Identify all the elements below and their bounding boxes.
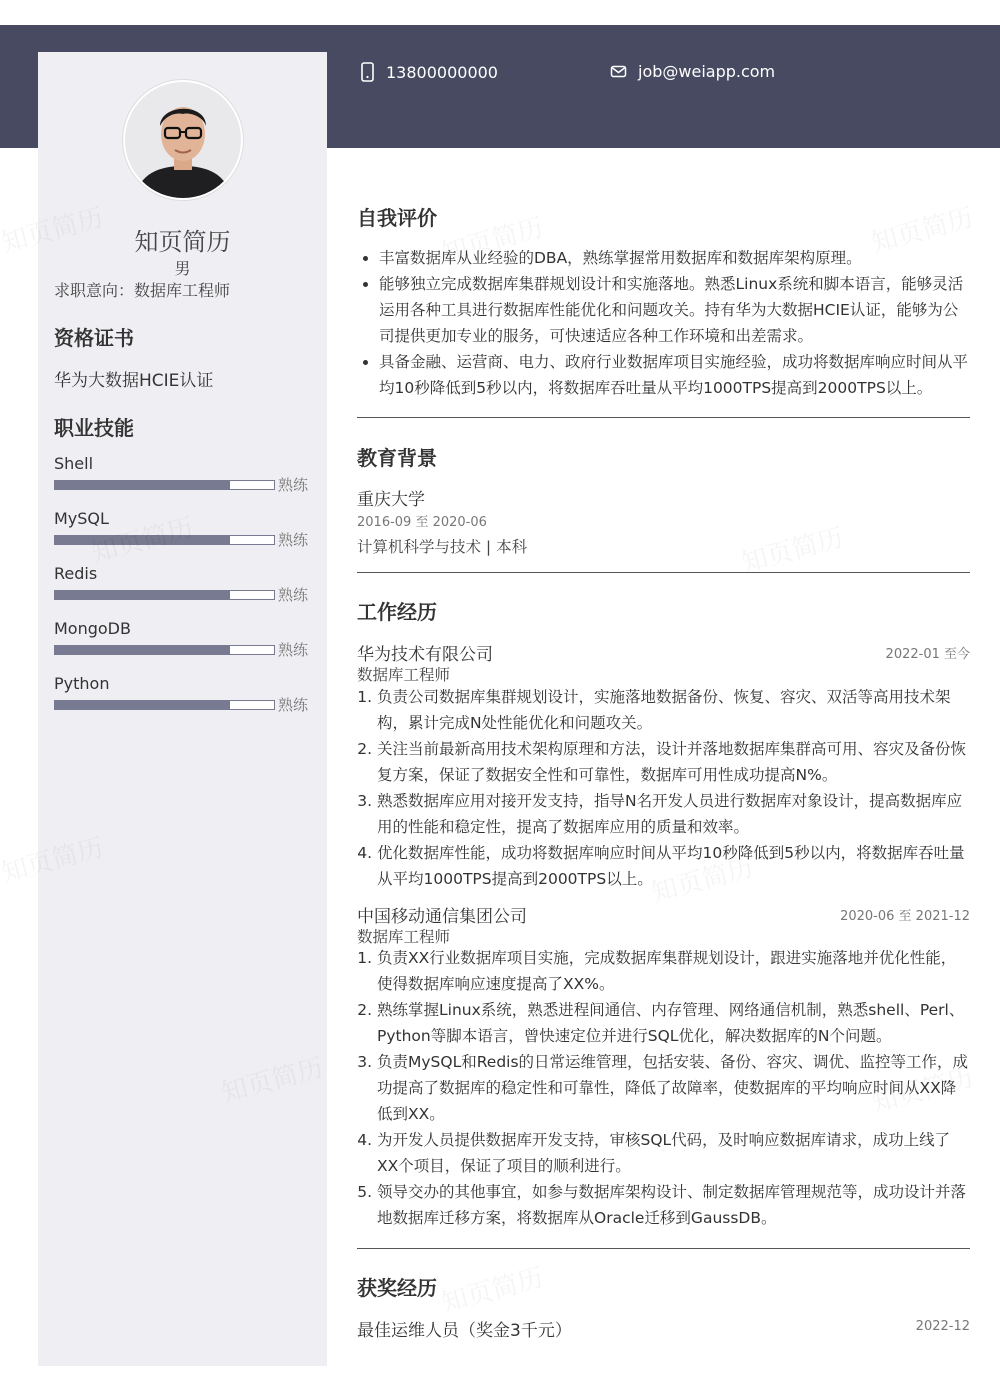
job-role: 数据库工程师 (357, 666, 451, 684)
list-item: 4. 优化数据库性能，成功将数据库响应时间从平均10秒降低到5秒以内，将数据库吞吐量从平均1000TPS提高到2000TPS以上。 (377, 840, 970, 892)
cert-heading: 资格证书 (54, 326, 134, 350)
job-role: 数据库工程师 (357, 928, 451, 946)
company-name: 中国移动通信集团公司 (357, 907, 527, 927)
phone-number: 13800000000 (386, 62, 498, 82)
self-eval-heading: 自我评价 (357, 206, 437, 230)
skill-level: 熟练 (278, 531, 309, 549)
skill-bar (54, 645, 275, 655)
skill-name: Redis (54, 564, 98, 583)
self-eval-list (357, 245, 970, 401)
list-item: 3. 负责MySQL和Redis的日常运维管理，包括安装、备份、容灾、调优、监控等工作，成功提高了数据库的稳定性和可靠性，降低了故障率，使数据库的平均响应时间从XX降低到XX。 (377, 1049, 970, 1127)
award-date: 2022-12 (915, 1319, 970, 1334)
awards-heading: 获奖经历 (357, 1276, 437, 1300)
company-name: 华为技术有限公司 (357, 645, 493, 665)
job-duties (357, 945, 970, 1231)
skill-name: MongoDB (54, 619, 131, 638)
skill-bar-fill (55, 536, 230, 544)
skill-name: Python (54, 674, 110, 693)
skill-bar-fill (55, 481, 230, 489)
work-heading: 工作经历 (357, 600, 437, 624)
skill-level: 熟练 (278, 641, 309, 659)
avatar (123, 80, 243, 200)
skill-item (54, 674, 314, 724)
list-item: 3. 熟悉数据库应用对接开发支持，指导N名开发人员进行数据库对象设计，提高数据库应用的性能和稳定性，提高了数据库应用的质量和效率。 (377, 788, 970, 840)
school-name: 重庆大学 (357, 490, 425, 510)
list-item: 2. 关注当前最新高用技术架构原理和方法，设计并落地数据库集群高可用、容灾及备份恢复方案，保证了数据安全性和可靠性，数据库可用性成功提高N%。 (377, 736, 970, 788)
skill-bar-fill (55, 646, 230, 654)
skills-heading: 职业技能 (54, 416, 134, 440)
skill-bar-fill (55, 701, 230, 709)
candidate-gender: 男 (174, 259, 191, 278)
list-item: • 能够独立完成数据库集群规划设计和实施落地。熟悉Linux系统和脚本语言，能够灵活运用各种工具进行数据库性能优化和问题攻关。持有华为大数据HCIE认证，能够为公司提供更加专业的服务，可快速适应各种工作环境和出差需求。 (379, 271, 970, 349)
phone-icon (360, 62, 376, 82)
skill-bar (54, 480, 275, 490)
section-divider (357, 1248, 970, 1249)
list-item: 1. 负责公司数据库集群规划设计，实施落地数据备份、恢复、容灾、双活等高用技术架构，累计完成N处性能优化和问题攻关。 (377, 684, 970, 736)
skill-level: 熟练 (278, 586, 309, 604)
list-item: 1. 负责XX行业数据库项目实施，完成数据库集群规划设计，跟进实施落地并优化性能，使得数据库响应速度提高了XX%。 (377, 945, 970, 997)
sidebar (38, 52, 327, 1366)
list-item: • 具备金融、运营商、电力、政府行业数据库项目实施经验，成功将数据库响应时间从平均10秒降低到5秒以内，将数据库吞吐量从平均1000TPS提高到2000TPS以上。 (379, 349, 970, 401)
list-item: 5. 领导交办的其他事宜，如参与数据库架构设计、制定数据库管理规范等，成功设计并落地数据库迁移方案，将数据库从Oracle迁移到GaussDB。 (377, 1179, 970, 1231)
education-major: 计算机科学与技术 | 本科 (357, 538, 528, 556)
skill-bar (54, 700, 275, 710)
skill-bar (54, 590, 275, 600)
skill-bar-fill (55, 591, 230, 599)
skill-name: MySQL (54, 509, 109, 528)
skill-item (54, 509, 314, 559)
job-intent: 求职意向：数据库工程师 (54, 281, 231, 300)
skill-level: 熟练 (278, 476, 309, 494)
email-contact (610, 62, 775, 81)
skill-item (54, 564, 314, 614)
award-name: 最佳运维人员（奖金3千元） (357, 1321, 572, 1341)
job-dates: 2022-01 至今 (885, 647, 970, 662)
education-heading: 教育背景 (357, 446, 437, 470)
email-icon (610, 65, 628, 79)
section-divider (357, 572, 970, 573)
skill-level: 熟练 (278, 696, 309, 714)
list-item: 4. 为开发人员提供数据库开发支持，审核SQL代码，及时响应数据库请求，成功上线了XX个项目，保证了项目的顺利进行。 (377, 1127, 970, 1179)
list-item: 2. 熟练掌握Linux系统，熟悉进程间通信、内存管理、网络通信机制，熟悉shell、Perl、Python等脚本语言，曾快速定位并进行SQL优化，解决数据库的N个问题。 (377, 997, 970, 1049)
skill-name: Shell (54, 454, 94, 473)
watermark (437, 1257, 547, 1320)
phone-contact (360, 62, 498, 82)
skill-item (54, 454, 314, 504)
education-dates: 2016-09 至 2020-06 (357, 515, 487, 530)
skill-item (54, 619, 314, 669)
job-duties (357, 684, 970, 892)
skill-bar (54, 535, 275, 545)
email-address: job@weiapp.com (638, 62, 776, 81)
cert-item: 华为大数据HCIE认证 (54, 371, 214, 391)
job-dates: 2020-06 至 2021-12 (840, 909, 970, 924)
candidate-name: 知页简历 (134, 228, 231, 256)
list-item: • 丰富数据库从业经验的DBA，熟练掌握常用数据库和数据库架构原理。 (379, 245, 970, 271)
section-divider (357, 417, 970, 418)
